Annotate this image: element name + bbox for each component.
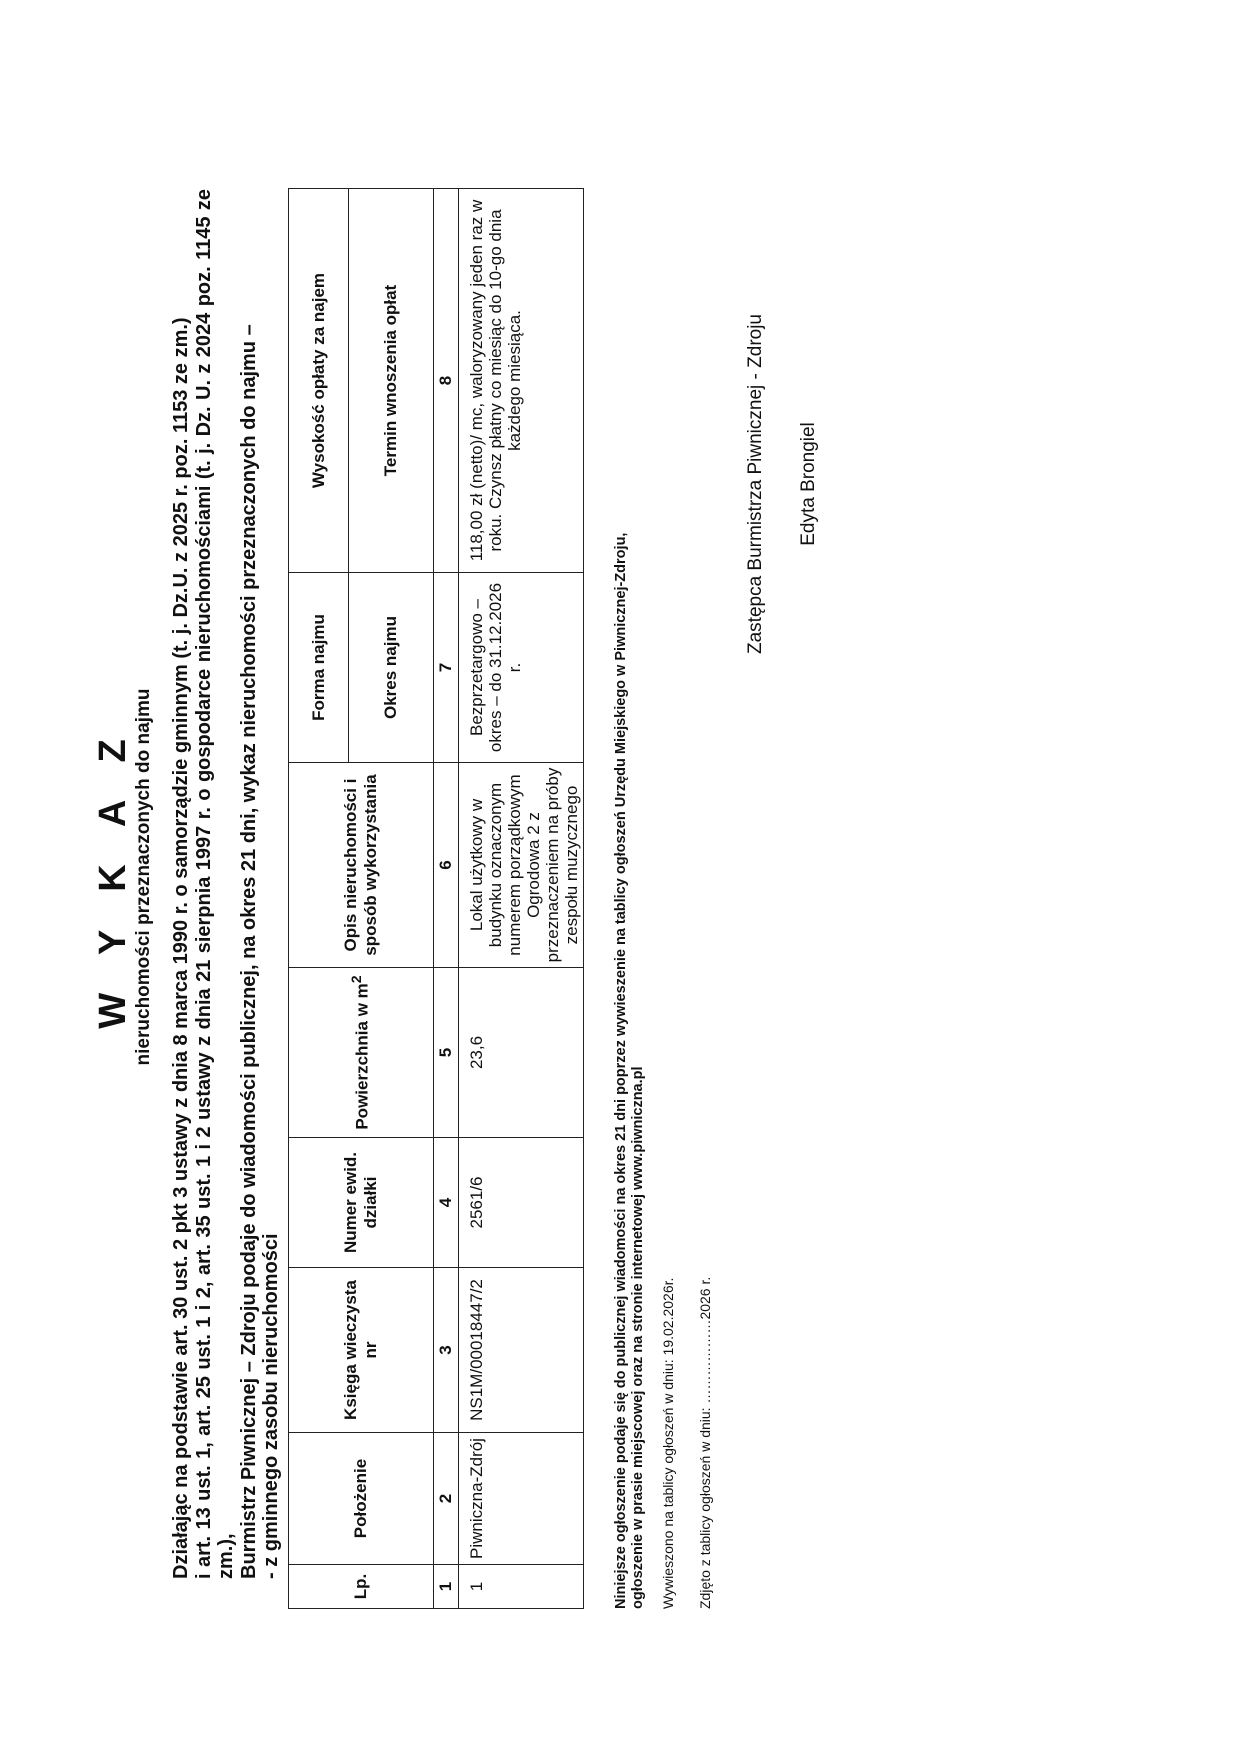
property-table	[288, 188, 584, 1609]
notice-line: ogłoszenie w prasie miejscowej oraz na stronie internetowej www.piwniczna.pl	[630, 1066, 646, 1609]
intro-line: - z gminnego zasobu nieruchomości	[260, 1233, 282, 1579]
table-row	[459, 189, 584, 1609]
cell-numer-dzialki: 2561/6	[459, 1138, 584, 1268]
cell-powierzchnia: 23,6	[459, 968, 584, 1138]
cell-okres-najmu: Bezprzetargowo – okres – do 31.12.2026 r.	[459, 573, 584, 763]
column-number: 1	[434, 1565, 459, 1609]
column-number: 6	[434, 763, 459, 968]
notice-line: Niniejsze ogłoszenie podaje się do publicznej wiadomości na okres 21 dni poprzez wywieszenie na tablicy ogłoszeń Urzędu Miejskiego w Piwnicznej-Zdroju,	[613, 532, 629, 1609]
header-numer-dzialki: Numer ewid. działki	[289, 1138, 434, 1268]
column-number: 7	[434, 573, 459, 763]
header-powierzchnia-label: Powierzchnia w m	[352, 983, 372, 1130]
signatory-role: Zastępca Burmistrza Piwnicznej - Zdroju	[745, 314, 766, 654]
removed-date: Zdjęto z tablicy ogłoszeń w dniu: ………………2026 r.	[697, 1276, 713, 1609]
publication-notice	[613, 409, 647, 1609]
column-number: 5	[434, 968, 459, 1138]
header-ksiega-wieczysta: Księga wieczysta nr	[289, 1268, 434, 1433]
column-number: 8	[434, 189, 459, 573]
cell-lp: 1	[459, 1565, 584, 1609]
header-termin-oplat: Termin wnoszenia opłat	[349, 189, 434, 573]
header-polozenie: Położenie	[289, 1433, 434, 1565]
header-wysokosc-oplaty: Wysokość opłaty za najem	[289, 189, 349, 573]
document-subtitle: nieruchomości przeznaczonych do najmu	[133, 688, 154, 1066]
column-number: 4	[434, 1138, 459, 1268]
header-forma-najmu: Forma najmu	[289, 573, 349, 763]
header-okres-najmu: Okres najmu	[349, 573, 434, 763]
column-number: 2	[434, 1433, 459, 1565]
cell-opis: Lokal użytkowy w budynku oznaczonym numerem porządkowym Ogrodowa 2 z przeznaczeniem na próby zespołu muzycznego	[459, 763, 584, 968]
intro-line: Burmistrz Piwnicznej – Zdroju podaje do wiadomości publicznej, na okres 21 dni, wykaz nieruchomości przeznaczonych do najmu –	[237, 324, 260, 1579]
cell-oplata: 118,00 zł (netto)/ mc, waloryzowany jeden raz w roku. Czynsz płatny co miesiąc do 10-go dnia każdego miesiąca.	[459, 189, 584, 573]
column-number-row	[434, 189, 459, 1609]
document-title: W Y K A Z	[92, 725, 134, 1029]
header-lp: Lp.	[289, 1565, 434, 1609]
cell-ksiega-wieczysta: NS1M/00018447/2	[459, 1268, 584, 1433]
intro-line: Działając na podstawie art. 30 ust. 2 pkt 3 ustawy z dnia 8 marca 1990 r. o samorządzie gminnym (t. j. Dz.U. z 2025 r. poz. 1153 ze zm.)	[170, 317, 192, 1579]
legal-basis-paragraph	[170, 189, 283, 1579]
posted-date: Wywieszono na tablicy ogłoszeń w dniu: 19.02.2026r.	[660, 1277, 676, 1609]
signatory-name: Edyta Brongiel	[798, 422, 819, 546]
cell-polozenie: Piwniczna-Zdrój	[459, 1433, 584, 1565]
column-number: 3	[434, 1268, 459, 1433]
intro-line: i art. 13 ust. 1, art. 25 ust. 1 i 2, art. 35 ust. 1 i 2 ustawy z dnia 21 sierpnia 1997 r. o gospodarce nieruchomościami (t. j. Dz. U. z 2024 poz. 1145 ze zm.),	[192, 189, 237, 1579]
header-powierzchnia	[289, 968, 434, 1138]
header-powierzchnia-superscript: 2	[349, 975, 366, 984]
header-opis: Opis nieruchomości i sposób wykorzystania	[289, 763, 434, 968]
